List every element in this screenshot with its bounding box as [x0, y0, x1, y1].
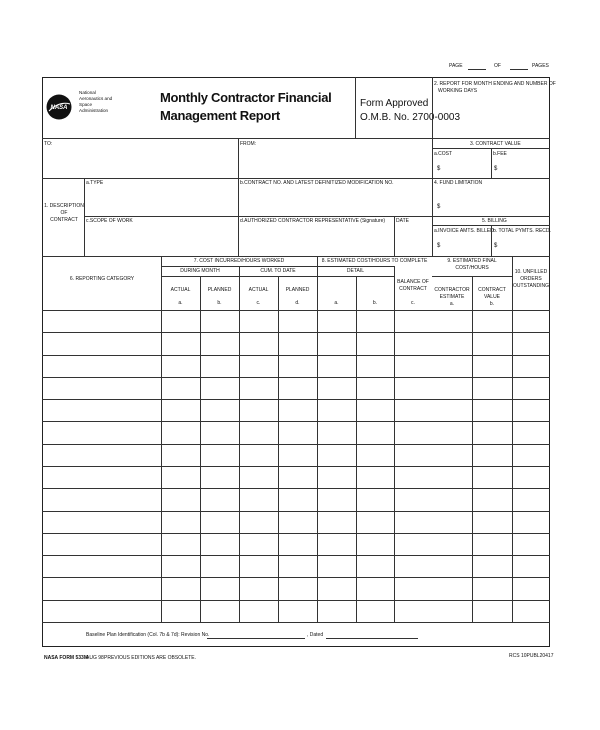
table-row[interactable]: [42, 310, 550, 332]
description-label-line3: CONTRACT: [50, 217, 78, 223]
report-for-month-label-line1: 2. REPORT FOR MONTH ENDING AND NUMBER OF: [434, 81, 556, 87]
fund-limitation-dollar: $: [437, 204, 441, 210]
fund-limitation-field[interactable]: [441, 194, 547, 214]
page-label: PAGE: [449, 63, 463, 69]
col-7c-label: c.: [256, 300, 261, 306]
table-row[interactable]: [42, 421, 550, 443]
contractor-estimate-header-line2: ESTIMATE: [439, 294, 465, 300]
table-row[interactable]: [42, 377, 550, 399]
total-payments-field[interactable]: [498, 235, 548, 254]
report-month-field[interactable]: [434, 96, 548, 136]
col-7b-label: b.: [217, 300, 222, 306]
col-8c-label: c.: [411, 300, 415, 306]
invoice-amount-field[interactable]: [441, 235, 489, 254]
report-for-month-label-line2: WORKING DAYS: [438, 88, 478, 94]
rcs-number: RCS 10PUBL20417: [509, 653, 554, 659]
baseline-date-field[interactable]: [326, 638, 418, 639]
table-row[interactable]: [42, 466, 550, 488]
total-payments-label: b. TOTAL PYMTS. RECD.: [493, 228, 551, 234]
actual-cum-header: ACTUAL: [248, 287, 269, 293]
scope-of-work-label: c.SCOPE OF WORK: [86, 218, 133, 224]
form-title-line2: Management Report: [160, 108, 280, 123]
dated-label: , Dated: [307, 632, 324, 638]
form-date: AUG 98: [86, 655, 104, 661]
table-row[interactable]: [42, 444, 550, 466]
agency-name-line1: National: [79, 90, 96, 95]
authorized-signature-field[interactable]: [240, 225, 392, 254]
fund-limitation-label: 4. FUND LIMITATION: [434, 180, 483, 186]
balance-header-line2: CONTRACT: [399, 286, 427, 292]
contract-cost-field[interactable]: [441, 158, 489, 176]
fee-dollar: $: [494, 166, 498, 172]
revision-number-field[interactable]: [207, 638, 305, 639]
planned-month-header: PLANNED: [207, 287, 232, 293]
table-row[interactable]: [42, 488, 550, 510]
scope-of-work-field[interactable]: [86, 225, 236, 254]
pages-label: PAGES: [532, 63, 549, 69]
table-row[interactable]: [42, 555, 550, 577]
col-8a-label: a.: [334, 300, 339, 306]
page-number-field[interactable]: [468, 69, 486, 70]
of-label: OF: [494, 63, 501, 69]
table-row[interactable]: [42, 600, 550, 622]
invoice-dollar: $: [437, 243, 441, 249]
total-pages-field[interactable]: [510, 69, 528, 70]
agency-name-line2: Aeronautics and: [79, 96, 113, 101]
actual-month-header: ACTUAL: [170, 287, 191, 293]
payments-dollar: $: [494, 243, 498, 249]
to-field[interactable]: [44, 149, 236, 175]
cost-dollar: $: [437, 166, 441, 172]
form-title-line1: Monthly Contractor Financial: [160, 90, 332, 105]
col-7d-label: d.: [295, 300, 300, 306]
est-cost-complete-header: 8. ESTIMATED COST/HOURS TO COMPLETE: [321, 258, 428, 264]
date-field[interactable]: [396, 225, 430, 254]
omb-number: O.M.B. No. 2700-0003: [360, 112, 461, 123]
obsolete-notice: PREVIOUS EDITIONS ARE OBSOLETE.: [104, 655, 196, 661]
cost-incurred-header: 7. COST INCURRED/HOURS WORKED: [193, 258, 285, 264]
cost-label: a.COST: [434, 151, 453, 157]
cum-to-date-header: CUM. TO DATE: [260, 268, 296, 274]
unfilled-header-line1: 10. UNFILLED: [514, 269, 548, 275]
contract-fee-field[interactable]: [498, 158, 548, 176]
description-label-line1: 1. DESCRIPTION: [44, 203, 84, 209]
contract-no-label: b.CONTRACT NO. AND LATEST DEFINITIZED MODIFICATION NO.: [240, 180, 394, 186]
contract-value-col-header-line2: VALUE: [483, 294, 501, 300]
unfilled-header-line2: ORDERS: [520, 276, 542, 282]
contractor-estimate-header-line1: CONTRACTOR: [434, 287, 470, 293]
nasa-logo-text: NASA: [50, 105, 68, 111]
reporting-category-header: 6. REPORTING CATEGORY: [69, 276, 135, 282]
table-row[interactable]: [42, 399, 550, 421]
form-approved-label: Form Approved: [360, 98, 429, 109]
contract-value-label: 3. CONTRACT VALUE: [470, 141, 521, 147]
type-label: a.TYPE: [86, 180, 104, 186]
col-9b-label: b.: [489, 301, 495, 307]
contract-number-field[interactable]: [240, 187, 430, 214]
nasa-logo: [46, 84, 72, 130]
date-label: DATE: [396, 218, 409, 224]
contract-value-col-header-line1: CONTRACT: [478, 287, 506, 293]
table-row[interactable]: [42, 511, 550, 533]
to-label: TO:: [44, 141, 53, 147]
from-field[interactable]: [240, 149, 430, 175]
table-row[interactable]: [42, 355, 550, 377]
col-7a-label: a.: [178, 300, 183, 306]
table-row[interactable]: [42, 533, 550, 555]
est-final-header-line2: COST/HOURS: [455, 265, 489, 271]
col-8b-label: b.: [372, 300, 378, 306]
invoice-amounts-label: a.INVOICE AMTS. BILLED: [434, 228, 494, 234]
contract-type-field[interactable]: [86, 187, 236, 214]
planned-cum-header: PLANNED: [285, 287, 310, 293]
detail-header: DETAIL: [346, 268, 365, 274]
from-label: FROM:: [240, 141, 257, 147]
agency-name-line3: Space: [79, 102, 93, 107]
unfilled-header-line3: OUTSTANDING: [512, 283, 550, 289]
balance-header-line1: BALANCE OF: [397, 279, 429, 285]
authorized-rep-label: d.AUTHORIZED CONTRACTOR REPRESENTATIVE (Signature): [240, 218, 386, 224]
est-final-header-line1: 9. ESTIMATED FINAL: [447, 258, 497, 264]
fee-label: b.FEE: [493, 151, 507, 157]
agency-name-line4: Administration: [79, 108, 109, 113]
during-month-header: DURING MONTH: [180, 268, 220, 274]
description-label-line2: OF: [60, 210, 68, 216]
table-row[interactable]: [42, 577, 550, 599]
col-9a-label: a.: [449, 301, 455, 307]
form-number: NASA FORM 533M: [44, 655, 88, 661]
billing-label: 5. BILLING: [482, 218, 507, 224]
table-row[interactable]: [42, 332, 550, 354]
baseline-plan-label: Baseline Plan Identification (Col. 7b & 7d): Revision No.: [86, 632, 210, 638]
